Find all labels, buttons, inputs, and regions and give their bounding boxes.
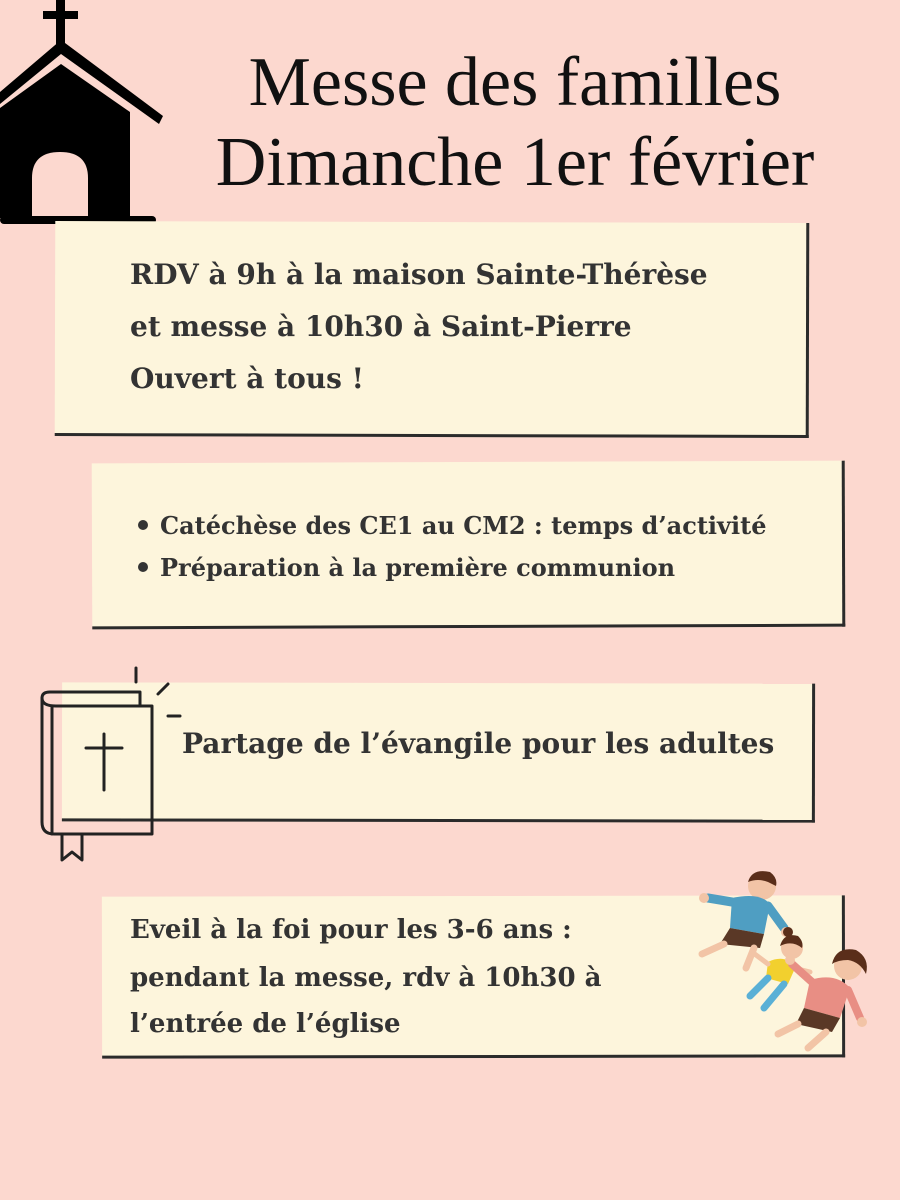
children-illustration: [680, 868, 880, 1058]
bible-icon: [32, 662, 192, 872]
awakening-line-1: Eveil à la foi pour les 3-6 ans :: [130, 915, 572, 945]
awakening-line-2: pendant la messe, rdv à 10h30 à: [130, 963, 602, 993]
meeting-line-3: Ouvert à tous !: [130, 362, 364, 395]
list-item-text: Catéchèse des CE1 au CM2 : temps d’activité: [160, 511, 767, 540]
list-item: [138, 505, 766, 547]
bullet-icon: [138, 562, 148, 572]
meeting-line-1: RDV à 9h à la maison Sainte-Thérèse: [130, 258, 708, 291]
gospel-text: Partage de l’évangile pour les adultes: [182, 727, 775, 760]
church-icon: [0, 0, 170, 232]
list-item: [138, 547, 766, 589]
bullet-icon: [138, 520, 148, 530]
catechesis-list: [138, 505, 766, 589]
awakening-line-3: l’entrée de l’église: [130, 1009, 401, 1039]
page-title-line2: Dimanche 1er février: [215, 124, 815, 201]
page-title-line1: Messe des familles: [248, 44, 782, 121]
list-item-text: Préparation à la première communion: [160, 553, 676, 582]
meeting-line-2: et messe à 10h30 à Saint-Pierre: [130, 310, 632, 343]
